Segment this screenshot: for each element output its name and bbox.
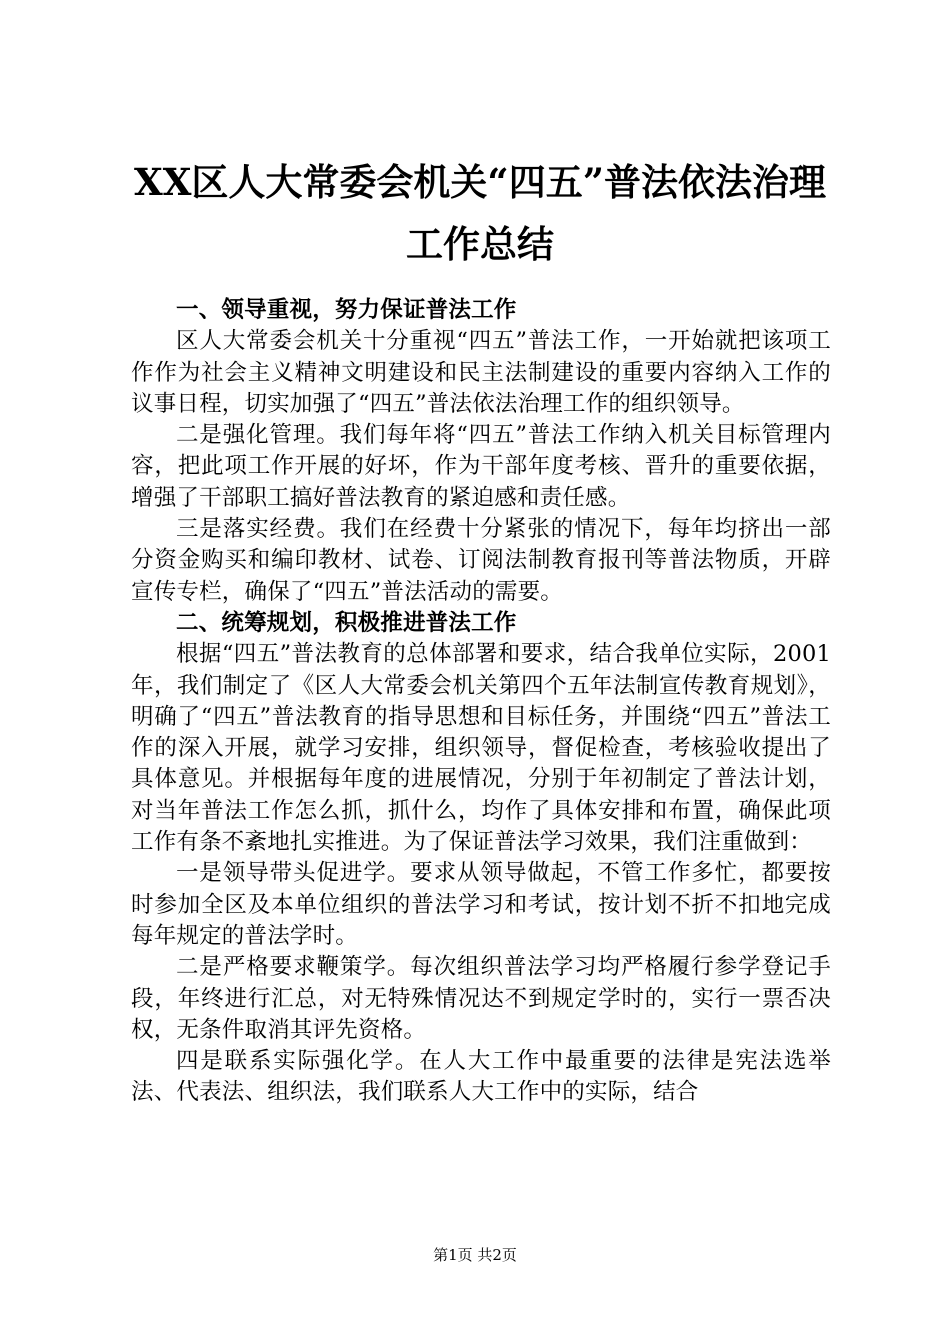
document-body [131,295,831,1109]
body-paragraph: 根据“四五”普法教育的总体部署和要求，结合我单位实际，2001年，我们制定了《区人大常委会机关第四个五年法制宣传教育规划》，明确了“四五”普法教育的指导思想和目标任务，并围绕“四五”普法工作的深入开展，就学习安排，组织领导，督促检查，考核验收提出了具体意见。并根据每年度的进展情况，分别于年初制定了普法计划，对当年普法工作怎么抓，抓什么，均作了具体安排和布置，确保此项工作有条不紊地扎实推进。为了保证普法学习效果，我们注重做到： [131,641,831,856]
body-paragraph: 四是联系实际强化学。在人大工作中最重要的法律是宪法选举法、代表法、组织法，我们联系人大工作中的实际，结合 [131,1048,831,1106]
section-heading-1: 一、领导重视，努力保证普法工作 [176,297,517,323]
body-paragraph: 二是严格要求鞭策学。每次组织普法学习均严格履行参学登记手段，年终进行汇总，对无特殊情况达不到规定学时的，实行一票否决权，无条件取消其评先资格。 [131,954,831,1043]
body-paragraph: 三是落实经费。我们在经费十分紧张的情况下，每年均挤出一部分资金购买和编印教材、试卷、订阅法制教育报刊等普法物质，开辟宣传专栏，确保了“四五”普法活动的需要。 [131,516,831,605]
body-paragraph: 一是领导带头促进学。要求从领导做起，不管工作多忙，都要按时参加全区及本单位组织的普法学习和考试，按计划不折不扣地完成每年规定的普法学时。 [131,860,831,949]
body-paragraph: 二是强化管理。我们每年将“四五”普法工作纳入机关目标管理内容，把此项工作开展的好坏，作为干部年度考核、晋升的重要依据，增强了干部职工搞好普法教育的紧迫感和责任感。 [131,422,831,511]
page-footer: 第1页 共2页 [433,1246,517,1264]
document-title-line-2: 工作总结 [406,222,554,266]
document-title-line-1: XX区人大常委会机关“四五”普法依法治理 [134,160,826,204]
body-paragraph: 区人大常委会机关十分重视“四五”普法工作，一开始就把该项工作作为社会主义精神文明建设和民主法制建设的重要内容纳入工作的议事日程，切实加强了“四五”普法依法治理工作的组织领导。 [131,328,831,417]
section-heading-2: 二、统筹规划，积极推进普法工作 [176,609,517,636]
